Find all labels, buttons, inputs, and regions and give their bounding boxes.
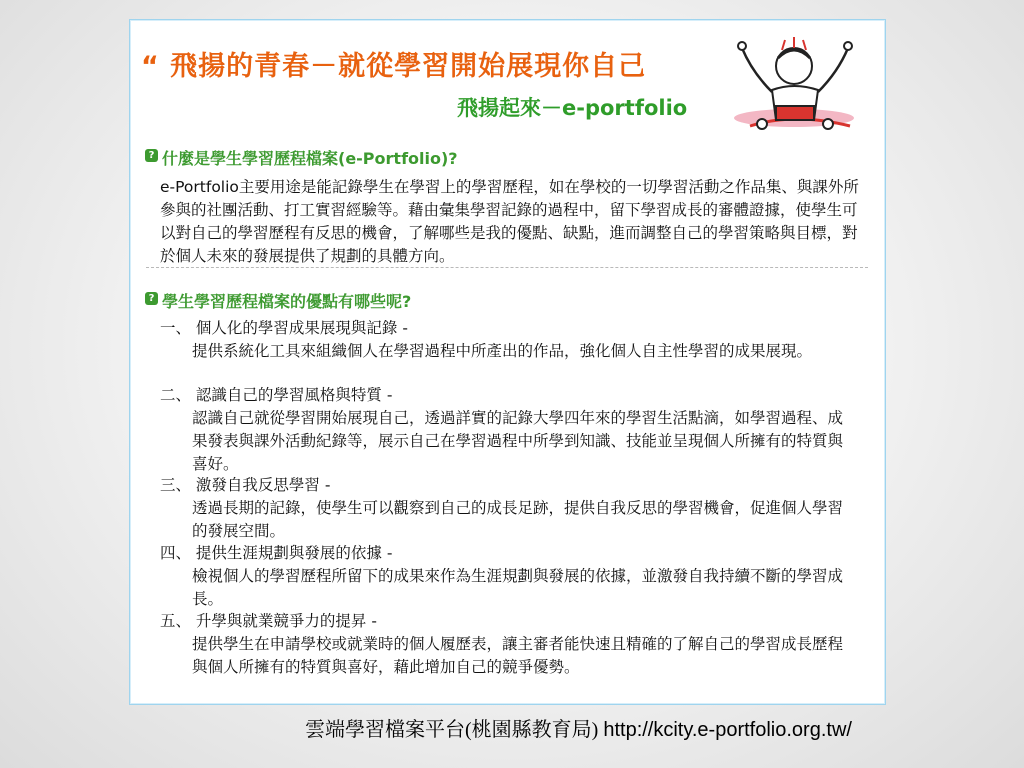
list-item-desc: 提供系統化工具來組織個人在學習過程中所產出的作品，強化個人自主性學習的成果展現。 (192, 342, 813, 360)
section1-heading: 什麼是學生學習歷程檔案(e-Portfolio)? (162, 149, 458, 168)
list-item (160, 610, 860, 679)
list-item-desc: 認識自己就從學習開始展現自己，透過詳實的記錄大學四年來的學習生活點滴，如學習過程、成果發表與課外活動紀錄等，展示自己在學習過程中所學到知識、技能並呈現個人所擁有的特質與喜好。 (192, 409, 844, 473)
list-item-title: 三、 激發自我反思學習 - (160, 476, 331, 494)
section2-heading: 學生學習歷程檔案的優點有哪些呢? (162, 292, 412, 311)
page-title: “ 飛揚的青春－就從學習開始展現你自己 (141, 51, 647, 82)
list-item-desc: 透過長期的記錄，使學生可以觀察到自己的成長足跡，提供自我反思的學習機會，促進個人學習的發展空間。 (192, 499, 844, 540)
section-divider (146, 267, 868, 268)
list-item-title: 一、 個人化的學習成果展現與記錄 - (160, 319, 408, 337)
question-icon: ? (145, 149, 158, 162)
list-item (160, 384, 860, 476)
question-icon: ? (145, 292, 158, 305)
list-item-title: 五、 升學與就業競爭力的提昇 - (160, 612, 377, 630)
list-item-desc: 檢視個人的學習歷程所留下的成果來作為生涯規劃與發展的依據，並激發自我持續不斷的學習成長。 (192, 567, 844, 608)
page-subtitle: 飛揚起來－e-portfolio (457, 96, 688, 120)
list-item (160, 474, 860, 543)
list-item-title: 二、 認識自己的學習風格與特質 - (160, 386, 393, 404)
list-item (160, 542, 860, 611)
list-item (160, 317, 860, 363)
footer-caption (305, 713, 852, 742)
footer-label: 雲端學習檔案平台(桃園縣教育局) (305, 719, 599, 741)
section1-body: e-Portfolio主要用途是能記錄學生在學習上的學習歷程，如在學校的一切學習活動之作品集、與課外所參與的社團活動、打工實習經驗等。藉由彙集學習記錄的過程中，留下學習成長的審體證據，使學生可以對自己的學習歷程有反思的機會，了解哪些是我的優點、缺點，進而調整自己的學習策略與目標，對於個人未來的發展提供了規劃的具體方向。 (160, 178, 859, 265)
list-item-desc: 提供學生在申請學校或就業時的個人履歷表，讓主審者能快速且精確的了解自己的學習成長歷程與個人所擁有的特質與喜好，藉此增加自己的競爭優勢。 (192, 635, 844, 676)
footer-url-link[interactable]: http://kcity.e-portfolio.org.tw/ (603, 719, 852, 741)
list-item-title: 四、 提供生涯規劃與發展的依據 - (160, 544, 393, 562)
mascot-illustration (722, 30, 867, 135)
